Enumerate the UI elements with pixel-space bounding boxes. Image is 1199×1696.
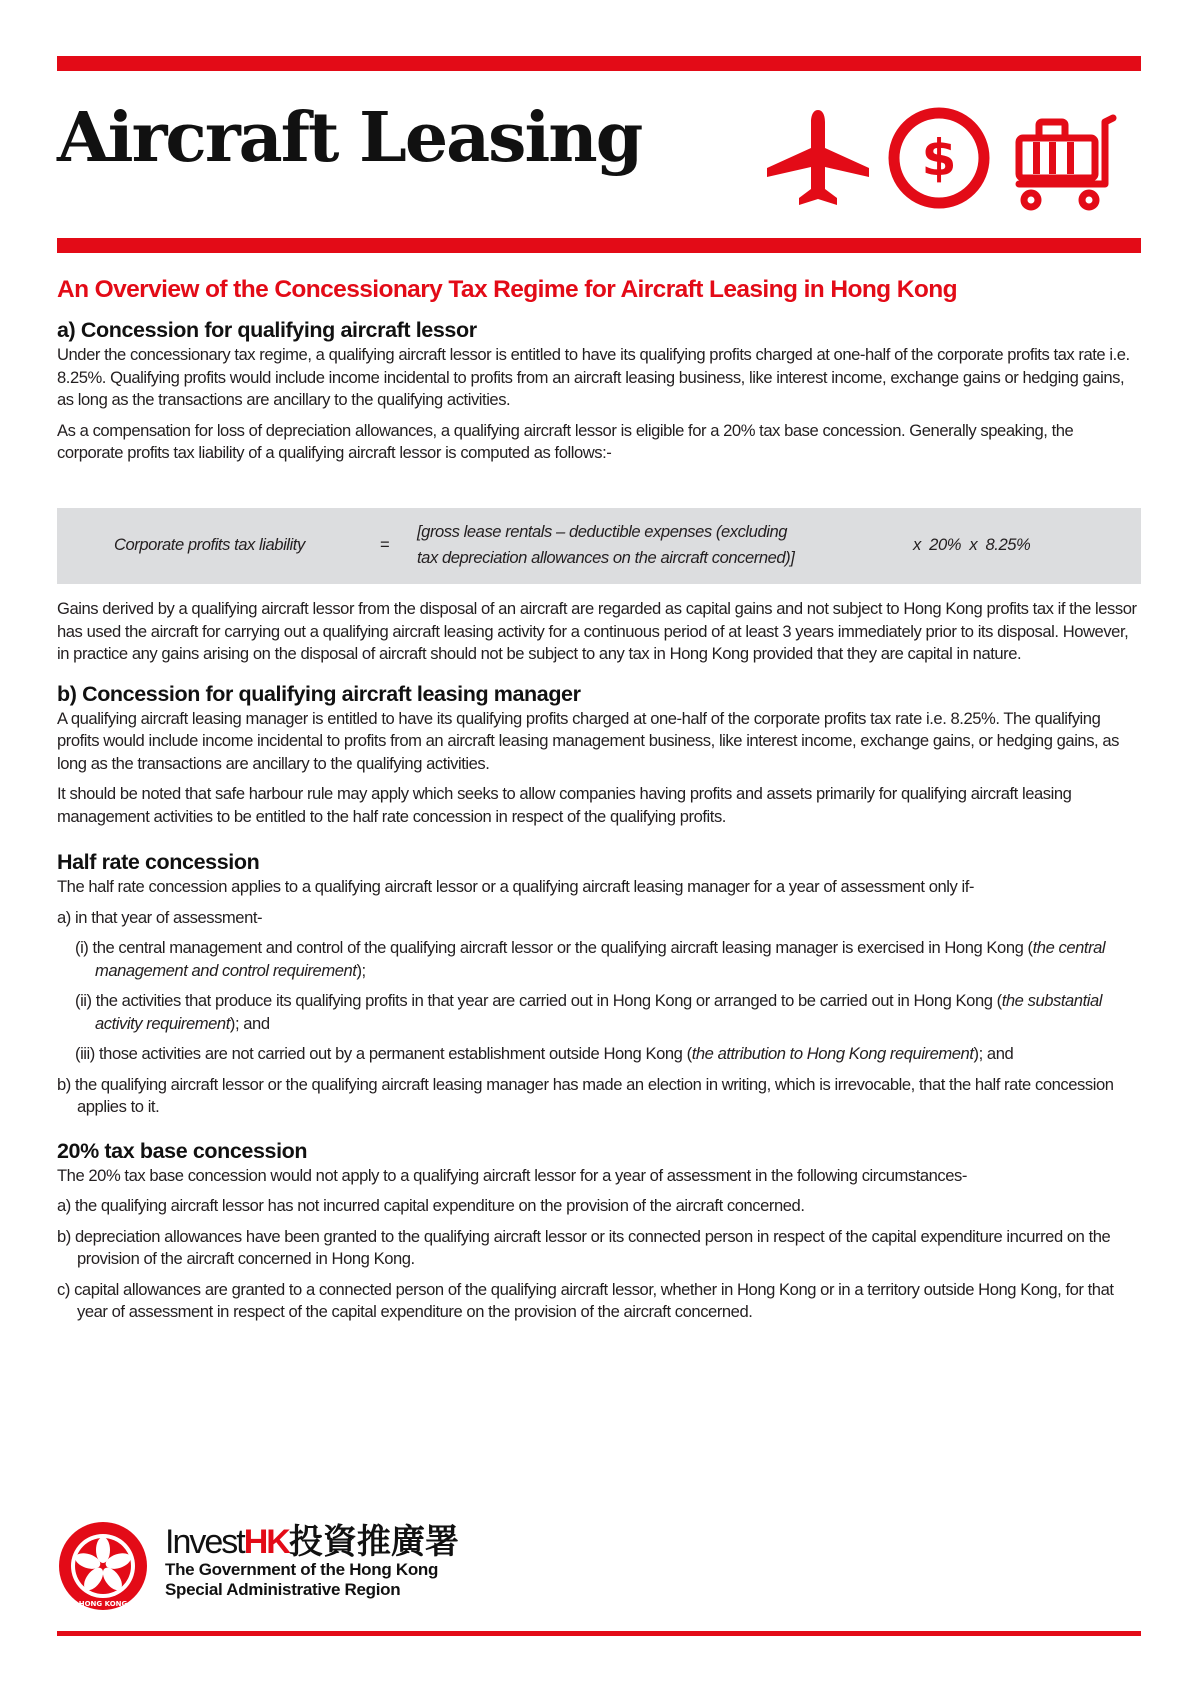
formula-line-1: [gross lease rentals – deductible expenses (excluding <box>417 522 788 541</box>
half-rate-heading: Half rate concession <box>57 850 260 874</box>
sub-i-emphasis: the central management and control requirement <box>95 938 1106 980</box>
airplane-icon <box>763 104 873 214</box>
logo-chinese: 投資推廣署 <box>288 1523 459 1561</box>
sub-ii-emphasis: the substantial activity requirement <box>95 991 1102 1033</box>
section-a-para-3: Gains derived by a qualifying aircraft lessor from the disposal of an aircraft are regarded as capital gains and not subject to Hong Kong profits tax if the lessor has used the aircraft for carrying out a qualifying aircraft leasing activity for a continuous period of at least 3 years immediately prior to its disposal. However, in practice any gains arising on the disposal of aircraft should not be subject to any tax in Hong Kong provided that they are capital in nature. <box>57 599 1137 663</box>
sub-ii-end: ); and <box>229 1013 270 1033</box>
luggage-cart-icon <box>1009 112 1121 212</box>
sub-i-text: (i) the central management and control of the qualifying aircraft lessor or the qualifying aircraft leasing manager is exercised in Hong Kong ( <box>75 938 1033 957</box>
tax-base-intro: The 20% tax base concession would not apply to a qualifying aircraft lessor for a year of assessment in the following circumstances- <box>57 1165 967 1185</box>
half-rate-item-b: b) the qualifying aircraft lessor or the qualifying aircraft leasing manager has made an election in writing, which is irrevocable, that the half rate concession applies to it. <box>57 1074 1114 1116</box>
gov-line-1: The Government of the Hong Kong <box>165 1560 439 1579</box>
sub-ii-text: (ii) the activities that produce its qualifying profits in that year are carried out in Hong Kong or arranged to be carried out in Hong Kong ( <box>75 991 1002 1010</box>
half-rate-sub-i <box>57 937 1141 982</box>
header-icons <box>763 104 1141 216</box>
overview-heading: An Overview of the Concessionary Tax Regime for Aircraft Leasing in Hong Kong <box>57 276 957 303</box>
formula-line-2: tax depreciation allowances on the aircraft concerned)] <box>417 548 795 567</box>
bottom-red-bar <box>57 1631 1141 1636</box>
section-b-para-1: A qualifying aircraft leasing manager is entitled to have its qualifying profits charged at one-half of the corporate profits tax rate i.e. 8.25%. The qualifying profits would include income incidental to profits from an aircraft leasing management business, like interest income, exchange gains, or hedging gains, as long as the transactions are ancillary to the qualifying activities. <box>57 708 1120 773</box>
logo-invest: Invest <box>165 1523 244 1561</box>
hksar-emblem-icon <box>57 1520 149 1612</box>
sub-i-end: ); <box>356 960 366 980</box>
logo-hk: HK <box>243 1523 289 1561</box>
section-a-continued <box>57 598 1141 1324</box>
section-a-heading: a) Concession for qualifying aircraft lessor <box>57 318 477 342</box>
dollar-coin-icon <box>887 106 991 210</box>
footer <box>57 1516 1141 1616</box>
gov-line-2: Special Administrative Region <box>165 1580 401 1599</box>
section-b-para-2: It should be noted that safe harbour rule may apply which seeks to allow companies having profits and assets primarily for qualifying aircraft leasing management activities to be entitled to the half rate concession in respect of the qualifying profits. <box>57 784 1072 826</box>
formula-box <box>57 508 1141 584</box>
title-red-bar <box>57 238 1141 253</box>
investhk-logo <box>165 1524 459 1560</box>
section-a <box>57 316 1141 465</box>
tax-base-item-a: a) the qualifying aircraft lessor has not incurred capital expenditure on the provision of the aircraft concerned. <box>57 1196 805 1215</box>
half-rate-intro: The half rate concession applies to a qualifying aircraft lessor or a qualifying aircraft leasing manager for a year of assessment only if- <box>57 877 974 896</box>
tax-base-item-b: b) depreciation allowances have been granted to the qualifying aircraft lessor or its connected person in respect of the capital expenditure incurred on the provision of the aircraft concerned in Hong Kong. <box>57 1226 1111 1268</box>
page-title: Aircraft Leasing <box>57 98 642 178</box>
formula-label: Corporate profits tax liability <box>114 535 305 554</box>
formula-multiplier: x 20% x 8.25% <box>913 535 1031 554</box>
sub-iii-end: ); and <box>973 1044 1014 1063</box>
sub-iii-emphasis: the attribution to Hong Kong requirement <box>691 1044 974 1063</box>
investhk-brand <box>165 1524 459 1600</box>
svg-text:HONG KONG: HONG KONG <box>78 1600 128 1608</box>
half-rate-sub-ii <box>57 990 1141 1035</box>
tax-base-heading: 20% tax base concession <box>57 1138 308 1163</box>
tax-base-item-c: c) capital allowances are granted to a connected person of the qualifying aircraft lessor, whether in Hong Kong or in a territory outside Hong Kong, for that year of assessment in respect of the capital expenditure on the provision of the aircraft concerned. <box>57 1279 1114 1321</box>
svg-text:$: $ <box>921 129 957 187</box>
section-a-para-1: Under the concessionary tax regime, a qualifying aircraft lessor is entitled to have its qualifying profits charged at one-half of the corporate profits tax rate i.e. 8.25%. Qualifying profits would include income incidental to profits from an aircraft leasing business, like interest income, exchange gains or hedging gains, as long as the transactions are ancillary to the qualifying activities. <box>57 345 1130 409</box>
half-rate-item-a: a) in that year of assessment- <box>57 907 263 927</box>
section-a-para-2: As a compensation for loss of depreciation allowances, a qualifying aircraft lessor is eligible for a 20% tax base concession. Generally speaking, the corporate profits tax liability of a qualifying aircraft lessor is computed as follows:- <box>57 420 1074 462</box>
top-red-bar <box>57 56 1141 71</box>
half-rate-sub-iii <box>57 1043 1141 1066</box>
sub-iii-text: (iii) those activities are not carried out by a permanent establishment outside Hong Kong ( <box>75 1044 692 1063</box>
formula-equals: = <box>380 535 390 554</box>
section-b-heading: b) Concession for qualifying aircraft leasing manager <box>57 681 581 706</box>
